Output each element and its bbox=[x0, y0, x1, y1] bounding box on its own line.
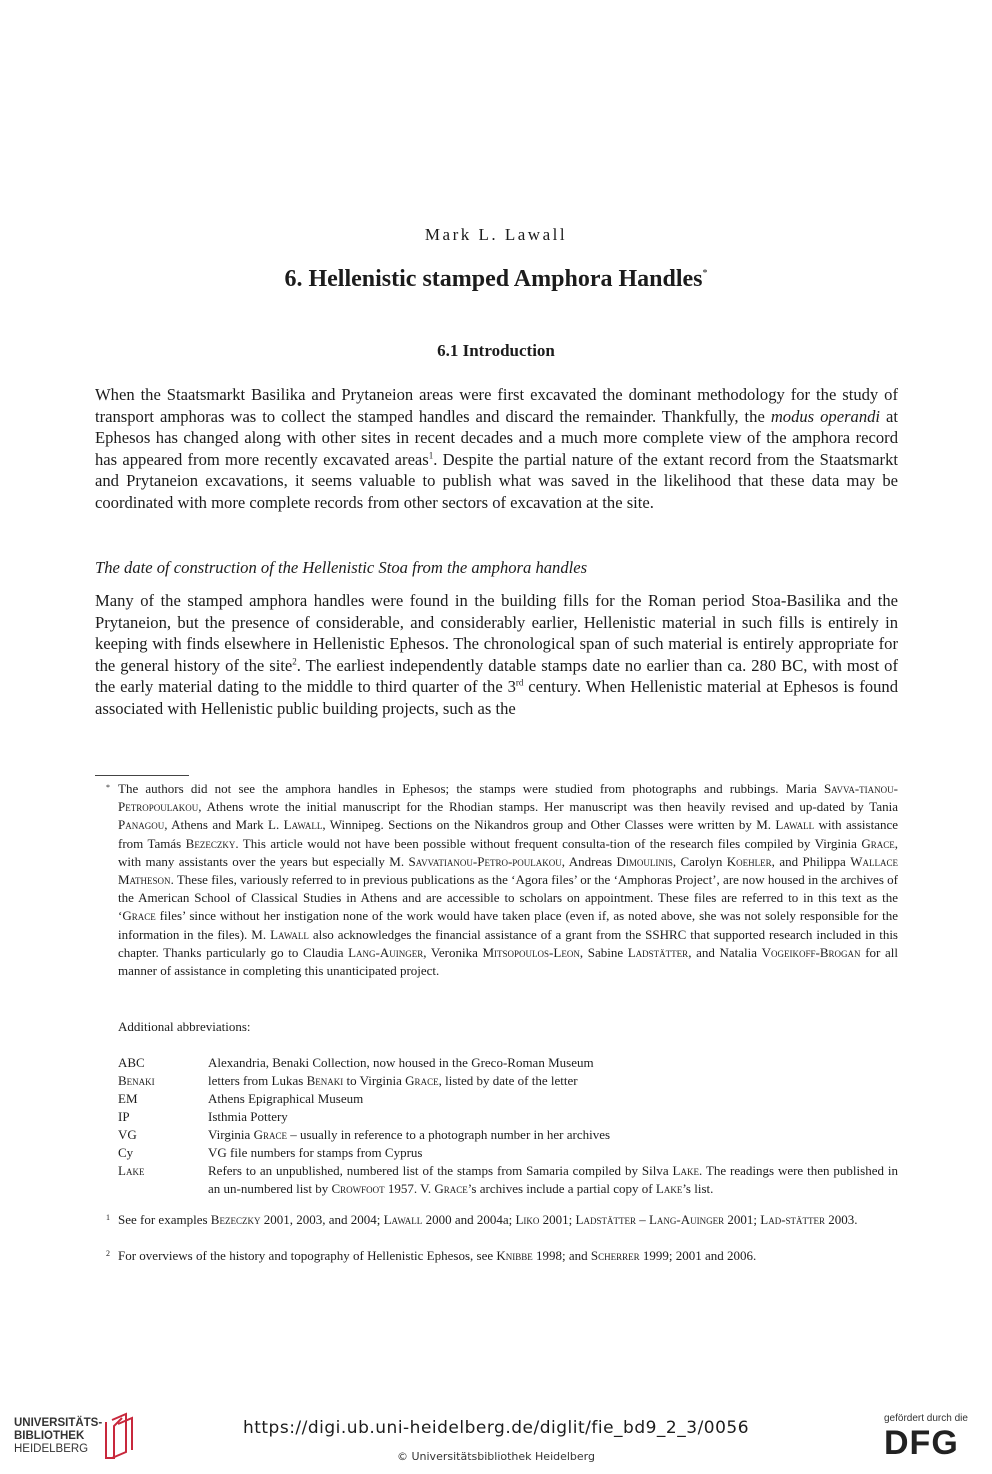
abbreviation-row: EM Athens Epigraphical Museum bbox=[118, 1091, 364, 1106]
section-heading: 6.1 Introduction bbox=[437, 341, 555, 360]
subheading: The date of construction of the Hellenistic Stoa from the amphora handles bbox=[95, 558, 588, 577]
footnote-divider bbox=[95, 775, 189, 776]
abbreviation-row: Benaki letters from Lukas Benaki to Virginia Grace, listed by date of the letter bbox=[118, 1073, 578, 1088]
footnote-2: For overviews of the history and topography of Hellenistic Ephesos, see Knibbe 1998; and Scherrer 1999; 2001 and 2006. bbox=[118, 1248, 757, 1263]
footnote-1-mark: 1 bbox=[106, 1213, 110, 1222]
footnote-ref-1[interactable]: 1 bbox=[428, 450, 434, 461]
author-name: Mark L. Lawall bbox=[424, 225, 568, 244]
abbreviation-row: Lake Refers to an unpublished, numbered list of the stamps from Samaria compiled by Silva Lake. The readings were then published in an un-numbered list by Crowfoot 1957. V. Grace’s archives include a partial copy of Lake’s list. bbox=[118, 1163, 898, 1196]
article-title: 6. Hellenistic stamped Amphora Handles* bbox=[284, 266, 708, 292]
library-logo-icon bbox=[102, 1412, 138, 1460]
footnote-2-mark: 2 bbox=[106, 1249, 110, 1258]
abbreviation-row: ABC Alexandria, Benaki Collection, now housed in the Greco-Roman Museum bbox=[118, 1055, 594, 1070]
abbreviation-row: Cy VG file numbers for stamps from Cyprus bbox=[118, 1145, 423, 1160]
footnote-star-mark: * bbox=[106, 783, 110, 792]
dfg-logo[interactable]: DFG bbox=[884, 1424, 959, 1462]
paragraph-intro: When the Staatsmarkt Basilika and Prytaneion areas were first excavated the dominant methodology for the study of transport amphoras was to collect the stamped handles and discard the remainder. Thankfully, the modus operandi at Ephesos has changed along with other sites in recent decades and a much more complete view of the amphora record has appeared from more recently excavated areas$^1$. Despite the partial nature of the extant record from the Staatsmarkt and Prytaneion excavations, it seems valuable to publish what was saved in the likelihood that these data may be coordinated with more complete records from other sectors of excavation at the site. bbox=[95, 385, 899, 512]
copyright-notice: © Universitätsbibliothek Heidelberg bbox=[396, 1450, 595, 1463]
abbreviation-row: IP Isthmia Pottery bbox=[118, 1109, 288, 1124]
footnote-star: The authors did not see the amphora handles in Ephesos; the stamps were studied from photographs and rubbings. Maria Savva-tianou-Petropoulakou, Athens wrote the initial manuscript for the Rhodian stamps. Her manuscript was then heavily revised and up-dated by Tania Panagou, Athens and Mark L. Lawall, Winnipeg. Sections on the Nikandros group and Other Classes were written by M. Lawall with assistance from Tamás Bezeczky. This article would not have been possible without frequent consulta-tion of the research files compiled by Virginia Grace, with many assistants over the years but especially M. Savvatianou-Petro-poulakou, Andreas Dimoulinis, Carolyn Koehler, and Philippa Wallace Matheson. These files, variously referred to in previous publications as the ‘Agora files’ or the ‘Amphoras Project’, are now housed in the archives of the American School of Classical Studies in Athens and are accessible to scholars on appointment. These files are referred to in this text as the ‘Grace files’ since without her instigation none of the work would have taken place (even if, as noted above, she was not solely responsible for the information in the files). M. Lawall also acknowledges the financial assistance of a grant from the SSHRC that supported research included in this chapter. Thanks particularly go to Claudia Lang-Auinger, Veronika Mitsopoulos-Leon, Sabine Ladstätter, and Natalia Vogeikoff-Brogan for all manner of assistance in completing this unanticipated project. bbox=[118, 781, 898, 979]
additional-abbreviations-label: Additional abbreviations: bbox=[118, 1019, 251, 1034]
paragraph-stoa: Many of the stamped amphora handles were found in the building fills for the Roman period Stoa-Basilika and the Prytaneion, but the presence of considerable, and considerably earlier, Hellenistic material in such fills is entirely in keeping with finds elsewhere in Hellenistic Ephesos. The chronological span of such material is entirely appropriate for the general history of the site$^2$. The earliest independently datable stamps date no earlier than ca. 280 BC, with most of the early material dating to the middle to third quarter of the 3rd century. When Hellenistic material at Ephesos is found associated with Hellenistic public building projects, such as the bbox=[95, 591, 898, 718]
abbreviation-row: VG Virginia Grace – usually in reference to a photograph number in her archives bbox=[118, 1127, 611, 1142]
title-footnote-mark: * bbox=[702, 268, 708, 279]
abbreviation-list bbox=[118, 1054, 898, 1198]
university-library-logo[interactable]: UNIVERSITÄTS- BIBLIOTHEK HEIDELBERG bbox=[14, 1417, 103, 1455]
footnote-1: See for examples Bezeczky 2001, 2003, and 2004; Lawall 2000 and 2004a; Liko 2001; Ladstätter – Lang-Auinger 2001; Lad-stätter 2003. bbox=[118, 1212, 858, 1227]
footnote-ref-2[interactable]: 2 bbox=[292, 656, 297, 667]
document-url-link[interactable]: https://digi.ub.uni-heidelberg.de/diglit/fie_bd9_2_3/0056 bbox=[242, 1418, 750, 1438]
dfg-funding-label: gefördert durch die bbox=[884, 1413, 968, 1424]
